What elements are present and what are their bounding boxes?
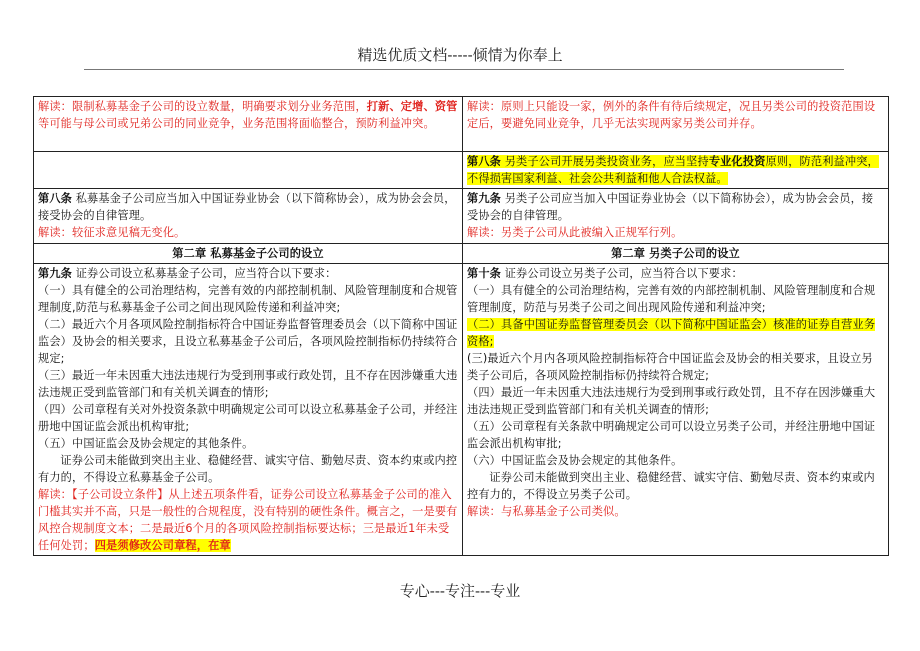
article-bold-text: 专业化投资	[708, 155, 766, 168]
closing-paragraph: 证券公司未能做到突出主业、稳健经营、诚实守信、勤勉尽责、资本约束或内控有力的，不得设立私募基金子公司。	[38, 454, 458, 484]
note-paragraph	[38, 486, 458, 554]
cell-left-interpretation-1	[34, 97, 463, 152]
note-highlight: 四是须修改公司章程，在章	[94, 539, 231, 552]
cell-left-article-8	[34, 189, 463, 244]
page-header: 精选优质文档-----倾情为你奉上	[357, 46, 563, 64]
closing-paragraph: 证券公司未能做到突出主业、稳健经营、诚实守信、勤勉尽责、资本约束或内控有力的，不得设立另类子公司。	[467, 471, 875, 501]
page-footer: 专心---专注---专业	[399, 582, 521, 600]
article-text: 原则，防范利益冲突，不得损害国家利益、社会公共利益和他人合法权益。	[467, 155, 879, 185]
cell-right-article-9	[463, 189, 889, 244]
table-row	[34, 264, 889, 556]
cell-right-interpretation-1	[463, 97, 889, 152]
note-text: 解读：限制私募基金子公司的设立数量，明确要求划分业务范围，	[38, 100, 367, 113]
article-text: 证券公司设立私募基金子公司，应当符合以下要求：	[72, 267, 337, 280]
comparison-table	[33, 96, 889, 556]
table-row	[34, 97, 889, 152]
article-label: 第十条	[467, 267, 502, 280]
list-item: （四）公司章程有关对外投资条款中明确规定公司可以设立私募基金子公司，并经注册地中国证监会派出机构审批;	[38, 403, 458, 433]
note-text: 等可能与母公司或兄弟公司的同业竞争，业务范围将面临整合，预防利益冲突。	[38, 117, 435, 130]
table-row	[34, 152, 889, 189]
list-item: （五）中国证监会及协会规定的其他条件。	[38, 437, 254, 450]
list-item: （一）具有健全的公司治理结构，完善有效的内部控制机制、风险管理制度和合规管理制度，防范与另类子公司之间出现风险传递和利益冲突;	[467, 284, 876, 314]
highlighted-article	[467, 155, 879, 185]
list-item: （四）最近一年未因重大违法违规行为受到刑事或行政处罚，且不存在因涉嫌重大违法违规正受到监管部门和有关机关调查的情形;	[467, 386, 876, 416]
article-label: 第九条	[467, 192, 502, 205]
table-row	[34, 189, 889, 244]
note-text: 解读：与私募基金子公司类似。	[467, 505, 626, 518]
article-label: 第八条	[38, 192, 73, 205]
note-bold-text: 打新、定增、资管	[366, 100, 458, 113]
article-text: 证券公司设立另类子公司，应当符合以下要求：	[501, 267, 743, 280]
header-divider	[84, 69, 844, 70]
list-item-highlight: （二）具备中国证券监督管理委员会（以下简称中国证监会）核准的证券自营业务资格;	[467, 318, 876, 348]
table-row	[34, 244, 889, 264]
note-text: 解读：【子公司设立条件】从上述五项条件看，证券公司设立私募基金子公司的准入门槛其实并不高，只是一般性的合规程度，没有特别的硬性条件。概言之，一是要有风控合规制度文本；二是最近6个月的各项风险控制指标要达标；三是最近1年未受任何处罚；	[38, 488, 458, 552]
list-item: （六）中国证监会及协会规定的其他条件。	[467, 454, 683, 467]
article-text: 私募基金子公司应当加入中国证券业协会（以下简称协会），成为协会会员，接受协会的自律管理。	[38, 192, 456, 222]
list-item: （二）最近六个月各项风险控制指标符合中国证券监督管理委员会（以下简称中国证监会）及协会的相关要求，且设立私募基金子公司后，各项风险控制指标仍持续符合规定;	[38, 318, 458, 365]
article-text: 另类子公司开展另类投资业务，应当坚持	[501, 155, 709, 168]
article-text: 另类子公司应当加入中国证券业协会（以下简称协会），成为协会会员，接受协会的自律管理。	[467, 192, 874, 222]
note-text: 解读：另类子公司从此被编入正规军行列。	[467, 226, 683, 239]
list-item	[467, 316, 884, 350]
chapter-heading-left: 第二章 私募基金子公司的设立	[34, 244, 463, 264]
cell-left-article-9	[34, 264, 463, 556]
cell-right-article-10	[463, 264, 889, 556]
list-item: （五）公司章程有关条款中明确规定公司可以设立另类子公司，并经注册地中国证监会派出机构审批;	[467, 420, 876, 450]
chapter-heading-right: 第二章 另类子公司的设立	[463, 244, 889, 264]
note-text: 解读：原则上只能设一家，例外的条件有待后续规定，况且另类公司的投资范围设定后，要避免同业竞争，几乎无法实现两家另类公司并存。	[467, 100, 876, 130]
list-item: （一）具有健全的公司治理结构，完善有效的内部控制机制、风险管理制度和合规管理制度,防范与私募基金子公司之间出现风险传递和利益冲突;	[38, 284, 458, 314]
article-label: 第八条	[467, 155, 502, 168]
list-item: (三)最近六个月内各项风险控制指标符合中国证监会及协会的相关要求，且设立另类子公司后，各项风险控制指标仍持续符合规定;	[467, 352, 873, 382]
article-label: 第九条	[38, 267, 73, 280]
note-text: 解读：较征求意见稿无变化。	[38, 226, 186, 239]
cell-right-article-8	[463, 152, 889, 189]
list-item: （三）最近一年未因重大违法违规行为受到刑事或行政处罚，且不存在因涉嫌重大违法违规正受到监管部门和有关机关调查的情形;	[38, 369, 458, 399]
cell-left-empty	[34, 152, 463, 189]
